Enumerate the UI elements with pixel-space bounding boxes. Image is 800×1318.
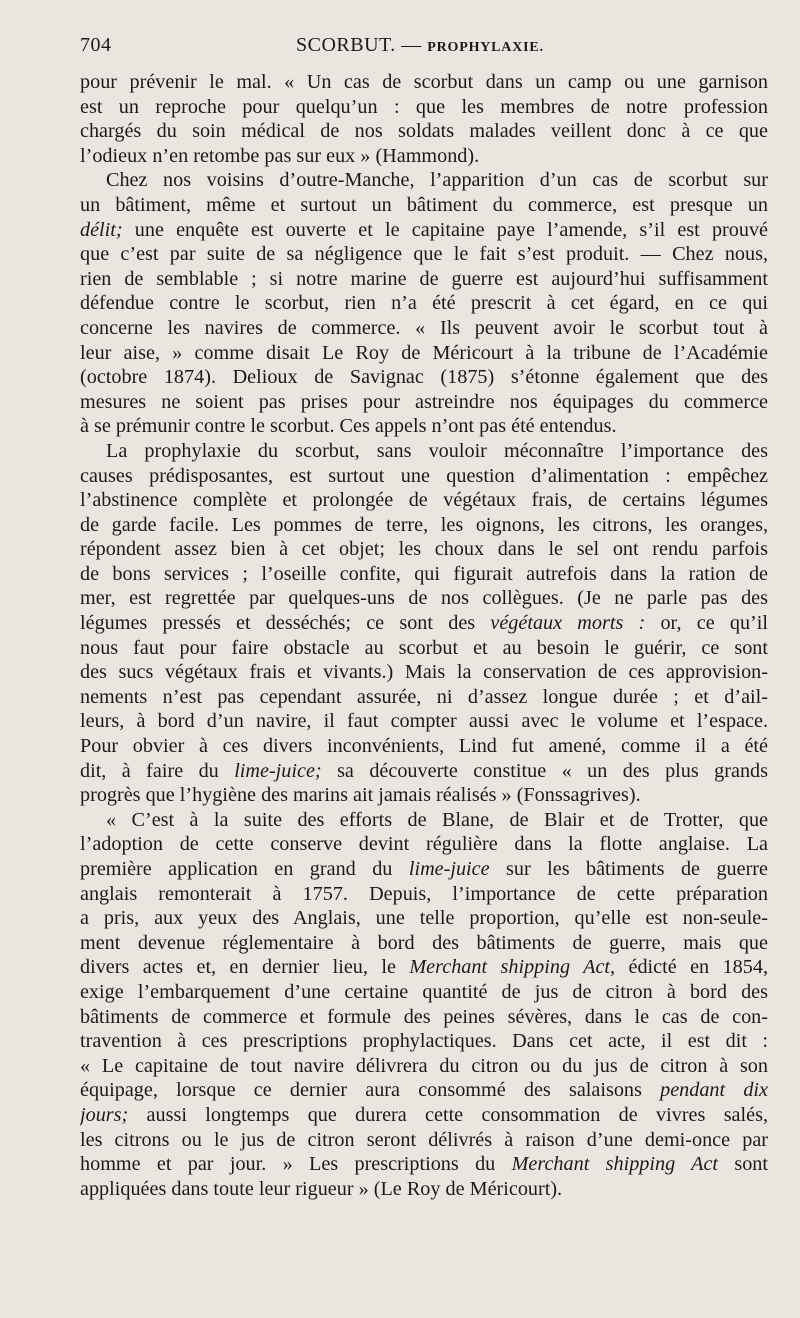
line-text: dit, à faire du <box>80 759 235 782</box>
line-text: un bâtiment, même et surtout un bâtiment du commerce, est presque un <box>80 193 768 216</box>
text-line <box>80 1005 768 1030</box>
line-text: chargés du soin médical de nos soldats malades veillent donc à ce que <box>80 120 768 143</box>
line-text: La prophylaxie du scorbut, sans vouloir méconnaître l’importance des <box>106 439 768 462</box>
text-line <box>80 882 768 907</box>
text-line <box>80 488 768 513</box>
line-text: divers actes et, en dernier lieu, le <box>80 956 410 979</box>
text-line <box>80 562 768 587</box>
line-text: l’abstinence complète et prolongée de végétaux frais, de certains légumes <box>80 489 768 512</box>
text-line <box>80 1054 768 1079</box>
text-line <box>80 267 768 292</box>
line-text: à se prémunir contre le scorbut. Ces appels n’ont pas été entendus. <box>80 415 617 438</box>
line-text: répondent assez bien à cet objet; les choux dans le sel ont rendu parfois <box>80 538 768 561</box>
text-line <box>80 144 768 169</box>
line-text: sur les bâtiments de guerre <box>489 858 768 880</box>
text-line <box>80 1177 768 1202</box>
line-text: « Le capitaine de tout navire délivrera du citron ou du jus de citron à son <box>80 1054 768 1077</box>
text-line <box>80 168 768 193</box>
text-line <box>80 316 768 341</box>
line-text: sont <box>718 1153 768 1176</box>
italic-text: Merchant shipping Act <box>511 1153 719 1176</box>
text-line <box>80 464 768 489</box>
text-line <box>80 931 768 956</box>
italic-text: jours; <box>80 1103 129 1126</box>
text-line <box>80 390 768 415</box>
text-line <box>80 857 768 882</box>
line-text: des sucs végétaux frais et vivants.) Mais la conservation de ces approvision- <box>80 661 768 684</box>
line-text: appliquées dans toute leur rigueur » (Le Roy de Méricourt). <box>80 1177 563 1200</box>
line-text: or, ce qu’il <box>645 612 768 635</box>
text-line <box>80 759 768 784</box>
text-line <box>80 95 768 120</box>
text-line <box>80 636 768 661</box>
italic-text: pendant dix <box>660 1079 768 1102</box>
italic-text: lime-juice <box>408 858 490 880</box>
line-text: sa découverte constitue « un des plus grands <box>321 759 768 782</box>
page-number: 704 <box>80 34 112 56</box>
text-line <box>80 1078 768 1103</box>
text-line <box>80 365 768 390</box>
line-text: équipage, lorsque ce dernier aura consommé des salaisons <box>80 1079 661 1102</box>
text-line <box>80 783 768 808</box>
text-line <box>80 685 768 710</box>
text-line <box>80 660 768 685</box>
running-head <box>80 34 768 64</box>
italic-text: lime-juice; <box>234 759 322 782</box>
section-title: PROPHYLAXIE. <box>427 40 544 55</box>
italic-text: Merchant shipping Act, <box>409 956 616 979</box>
line-text: pour prévenir le mal. « Un cas de scorbut dans un camp ou une garnison <box>80 71 768 93</box>
title-separator: — <box>395 34 428 56</box>
line-text: que c’est par suite de sa négligence que le fait s’est produit. — Chez nous, <box>80 243 768 266</box>
text-line <box>80 513 768 538</box>
line-text: leurs, à bord d’un navire, il faut compter aussi avec le volume et l’espace. <box>80 710 768 733</box>
text-line <box>80 218 768 243</box>
chapter-title: SCORBUT. <box>296 34 396 56</box>
line-text: de garde facile. Les pommes de terre, les oignons, les citrons, les oranges, <box>80 513 768 536</box>
text-line <box>80 1103 768 1128</box>
line-text: de bons services ; l’oseille confite, qui figurait autrefois dans la ration de <box>80 562 768 585</box>
line-text: travention à ces prescriptions prophylactiques. Dans cet acte, il est dit : <box>80 1030 768 1053</box>
line-text: bâtiments de commerce et formule des peines sévères, dans le cas de con- <box>80 1005 768 1028</box>
line-text: une enquête est ouverte et le capitaine paye l’amende, s’il est prouvé <box>122 218 768 241</box>
text-line <box>80 611 768 636</box>
line-text: aussi longtemps que durera cette consommation de vivres salés, <box>128 1103 768 1126</box>
line-text: légumes pressés et desséchés; ce sont des <box>80 612 491 635</box>
italic-text: végétaux morts : <box>490 612 646 635</box>
line-text: défendue contre le scorbut, rien n’a été prescrit à cet égard, en ce qui <box>80 292 768 315</box>
text-line <box>80 537 768 562</box>
text-line <box>80 832 768 857</box>
text-line <box>80 70 768 95</box>
text-line <box>80 119 768 144</box>
line-text: mer, est regrettée par quelques-uns de nos collègues. (Je ne parle pas des <box>80 587 768 610</box>
text-line <box>80 709 768 734</box>
line-text: l’odieux n’en retombe pas sur eux » (Hammond). <box>80 144 480 167</box>
text-line <box>80 414 768 439</box>
line-text: causes prédisposantes, est surtout une question d’alimentation : empêchez <box>80 464 768 487</box>
text-line <box>80 1152 768 1177</box>
line-text: (octobre 1874). Delioux de Savignac (1875) s’étonne également que des <box>80 366 768 389</box>
line-text: nous faut pour faire obstacle au scorbut et au besoin le guérir, ce sont <box>80 636 768 659</box>
text-line <box>80 906 768 931</box>
text-line <box>80 955 768 980</box>
text-line <box>80 1128 768 1153</box>
line-text: est un reproche pour quelqu’un : que les membres de notre profession <box>80 95 768 118</box>
text-line <box>80 586 768 611</box>
line-text: rien de semblable ; si notre marine de guerre est aujourd’hui suffisamment <box>80 267 768 290</box>
body-text <box>80 70 768 1201</box>
line-text: anglais remonterait à 1757. Depuis, l’importance de cette préparation <box>80 882 768 905</box>
running-title <box>296 34 544 57</box>
line-text: les citrons ou le jus de citron seront délivrés à raison d’une demi-once par <box>80 1128 768 1151</box>
line-text: mesures ne soient pas prises pour astreindre nos équipages du commerce <box>80 390 768 413</box>
line-text: Chez nos voisins d’outre-Manche, l’apparition d’un cas de scorbut sur <box>106 169 768 192</box>
italic-text: délit; <box>80 218 123 241</box>
text-line <box>80 291 768 316</box>
line-text: nements n’est pas cependant assurée, ni d’assez longue durée ; et d’ail- <box>80 685 768 708</box>
text-line <box>80 242 768 267</box>
line-text: exige l’embarquement d’une certaine quantité de jus de citron à bord des <box>80 980 768 1003</box>
line-text: édicté en 1854, <box>615 956 768 979</box>
line-text: ment devenue réglementaire à bord des bâtiments de guerre, mais que <box>80 931 768 954</box>
text-line <box>80 808 768 833</box>
line-text: a pris, aux yeux des Anglais, une telle proportion, qu’elle est non-seule- <box>80 907 768 930</box>
text-line <box>80 734 768 759</box>
text-line <box>80 193 768 218</box>
text-line <box>80 439 768 464</box>
line-text: Pour obvier à ces divers inconvénients, Lind fut amené, comme il a été <box>80 735 768 758</box>
line-text: leur aise, » comme disait Le Roy de Méricourt à la tribune de l’Académie <box>80 341 768 364</box>
line-text: l’adoption de cette conserve devint régulière dans la flotte anglaise. La <box>80 833 768 856</box>
line-text: progrès que l’hygiène des marins ait jamais réalisés » (Fonssagrives). <box>80 784 641 807</box>
line-text: concerne les navires de commerce. « Ils peuvent avoir le scorbut tout à <box>80 316 768 339</box>
text-line <box>80 341 768 366</box>
line-text: première application en grand du <box>80 858 409 880</box>
text-line <box>80 980 768 1005</box>
line-text: « C’est à la suite des efforts de Blane, de Blair et de Trotter, que <box>106 808 768 831</box>
text-line <box>80 1029 768 1054</box>
line-text: homme et par jour. » Les prescriptions du <box>80 1153 512 1176</box>
